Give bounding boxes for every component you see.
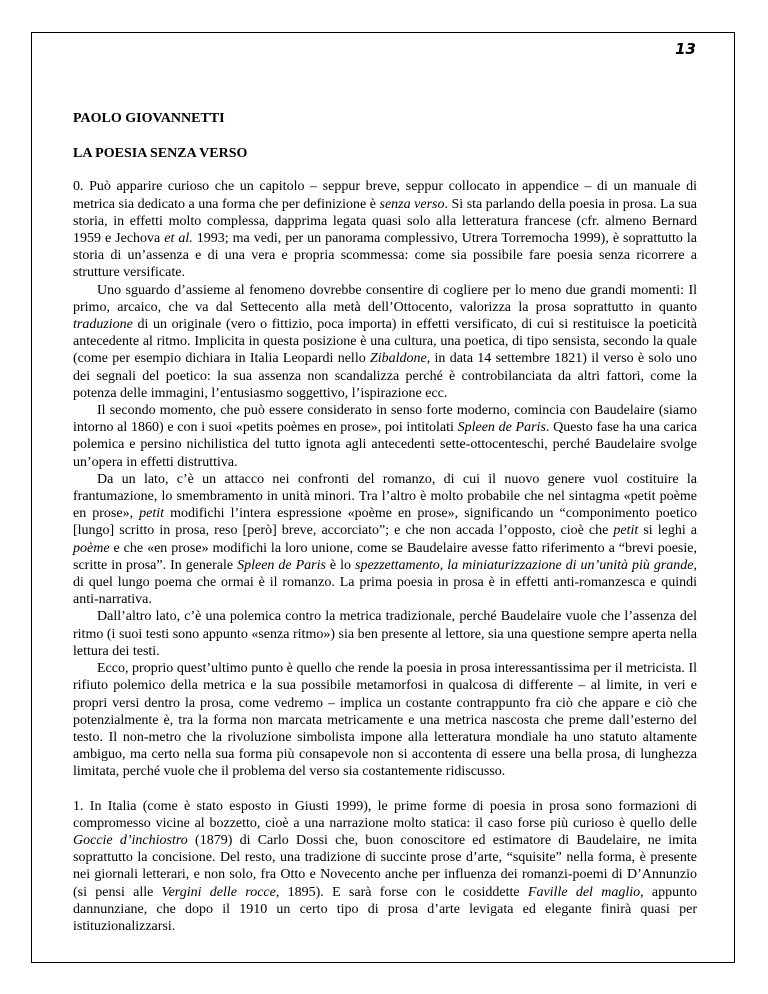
text-run: 0. Può apparire curioso che un capitolo – seppur breve, seppur collocato in appendice – di un manuale di metrica sia dedicato a una forma che per definizione è xyxy=(73,179,697,212)
text-run: modifichi l’intera espressione «poème en prose», significando un “componimento poetico [lungo] scritto in prosa, reso [però] breve, accorciato”; e che non accada l’opposto, cioè che xyxy=(73,506,697,539)
paragraph-3 xyxy=(73,471,697,609)
paragraph-1 xyxy=(73,282,697,402)
italic-text: poème xyxy=(73,540,110,556)
text-run: Dall’altro lato, c’è una polemica contro la metrica tradizionale, perché Baudelaire vuole che l’assenza del ritmo (i suoi testi sono appunto «senza ritmo») sia ben presente al lettore, sia una questione sempre aperta nella lettura dei testi. xyxy=(73,609,697,659)
page-number: 13 xyxy=(675,40,696,58)
paragraph-0 xyxy=(73,178,697,281)
italic-text: traduzione xyxy=(73,317,133,333)
text-run: si leghi a xyxy=(638,523,698,539)
paragraph-4 xyxy=(73,608,697,660)
text-run: Il secondo momento, che può essere considerato in senso forte moderno, comincia con Baudelaire (siamo intorno al 1860) e con i suoi «petits poèmes en prose», poi intitolati xyxy=(73,403,697,436)
text-run: di un originale (vero o fittizio, poca importa) in effetti versificato, di cui si restituisce la poeticità antecedente al ritmo. Implicita in questa posizione è una cultura, una poetica, di tipo sensista, secondo la quale (come per esempio dichiara in Italia Leopardi nello xyxy=(73,317,697,367)
paragraph-2 xyxy=(73,402,697,471)
text-run: . Questo fase ha una carica polemica e persino nichilistica del tutto ignota agli antecedenti sette-ottocenteschi, perché Baudelaire svolge un’opera in effetti distruttiva. xyxy=(73,420,697,470)
text-run: 1. In Italia (come è stato esposto in Giusti 1999), le prime forme di poesia in prosa sono formazioni di compromesso vicine al bozzetto, cioè a una narrazione molto statica: il caso forse più curioso è quello delle xyxy=(73,798,697,831)
text-run: è lo xyxy=(325,557,355,573)
italic-text: Faville del maglio xyxy=(527,884,641,900)
italic-text: petit xyxy=(139,506,165,522)
italic-text: Spleen de Paris xyxy=(237,557,326,573)
italic-text: Spleen de Paris xyxy=(457,420,546,436)
section-gap xyxy=(73,781,697,798)
text-run: Da un lato, c’è un attacco nei confronti del romanzo, di cui il nuovo genere vuol costituire la frantumazione, lo smembramento in unità minori. Tra l’altro è molto probabile che nel sintagma «petit poème en prose», xyxy=(73,471,697,522)
text-run: e che «en prose» modifichi la loro unione, come se Baudelaire avesse fatto riferimento a “brevi poesie, scritte in prosa”. In generale xyxy=(73,540,697,573)
text-run: Ecco, proprio quest’ultimo punto è quello che rende la poesia in prosa interessantissima per il metricista. Il rifiuto polemico della metrica e la sua possibile metamorfosi in qualcosa di differente – al limite, in veri e propri versi dentro la prosa, come vedremo – implica un costante contrappunto fra ciò che appare e ciò che potenzialmente è, tra la forma non marcata metricamente e una metrica nascosta che preme dall’esterno del testo. Il non-metro che la rivoluzione simbolista impone alla letteratura mondiale ha uno statuto altamente ambiguo, ma certo nella sua forma più consapevole non si accontenta di essere una bella prosa, di lunghezza limitata, perché vuole che il problema del verso sia costantemente ridiscusso. xyxy=(73,661,697,780)
text-run: (1879) di Carlo Dossi che, buon conoscitore ed estimatore di Baudelaire, ne imita soprattutto la concisione. Del resto, una tradizione di succinte prose d’arte, “squisite” nella forma, è presente nei giornali letterari, e non solo, fra Otto e Novecento anche per influenza dei romanzi-poemi di D’Annunzio (si pensi alle xyxy=(73,832,697,900)
paragraph-5 xyxy=(73,660,697,780)
italic-text: petit xyxy=(613,523,639,539)
italic-text: Goccie d’inchiostro xyxy=(73,832,188,848)
italic-text: Zibaldone xyxy=(369,351,427,367)
italic-text: spezzettamento, la miniaturizzazione di un’unità più grande xyxy=(355,557,694,573)
text-run: 1993; ma vedi, per un panorama complessivo, Utrera Torremocha 1999), è soprattutto la storia di un’assenza e di una vera e propria scommessa: come sia possibile fare poesia senza ricorrere a strutture versificate. xyxy=(73,231,697,281)
italic-text: et al. xyxy=(164,231,193,247)
chapter-title: LA POESIA SENZA VERSO xyxy=(73,146,248,162)
text-run: , in data 14 settembre 1821) il verso è solo uno dei segnali del poetico: la sua assenza non scandalizza perché è controbilanciata da altri fattori, come la potenza delle immagini, l’entusiasmo soggettivo, l’ispirazione ecc. xyxy=(73,351,697,401)
italic-text: senza verso xyxy=(379,196,445,212)
text-run: , appunto dannunziane, che dopo il 1910 un certo tipo di prosa d’arte levigata ed elegante finirà quasi per istituzionalizzarsi. xyxy=(73,884,697,934)
italic-text: Vergini delle rocce xyxy=(161,884,276,900)
text-run: , di quel lungo poema che ormai è il romanzo. La prima poesia in prosa è in effetti anti-romanzesca e quindi anti-narrativa. xyxy=(73,557,697,608)
text-run: . Si sta parlando della poesia in prosa. La sua storia, in effetti molto complessa, dapprima legata quasi solo alla letteratura francese (cfr. almeno Bernard 1959 e Jechova xyxy=(73,196,698,247)
text-run: Uno sguardo d’assieme al fenomeno dovrebbe consentire di cogliere per lo meno due grandi momenti: Il primo, arcaico, che va dal Settecento alla metà dell’Ottocento, valorizza la prosa soprattutto in quanto xyxy=(73,282,697,315)
text-run: , 1895). E sarà forse con le cosiddette xyxy=(275,884,528,900)
paragraph-6 xyxy=(73,798,697,936)
document-body xyxy=(73,110,697,935)
author-name: PAOLO GIOVANNETTI xyxy=(73,111,225,126)
